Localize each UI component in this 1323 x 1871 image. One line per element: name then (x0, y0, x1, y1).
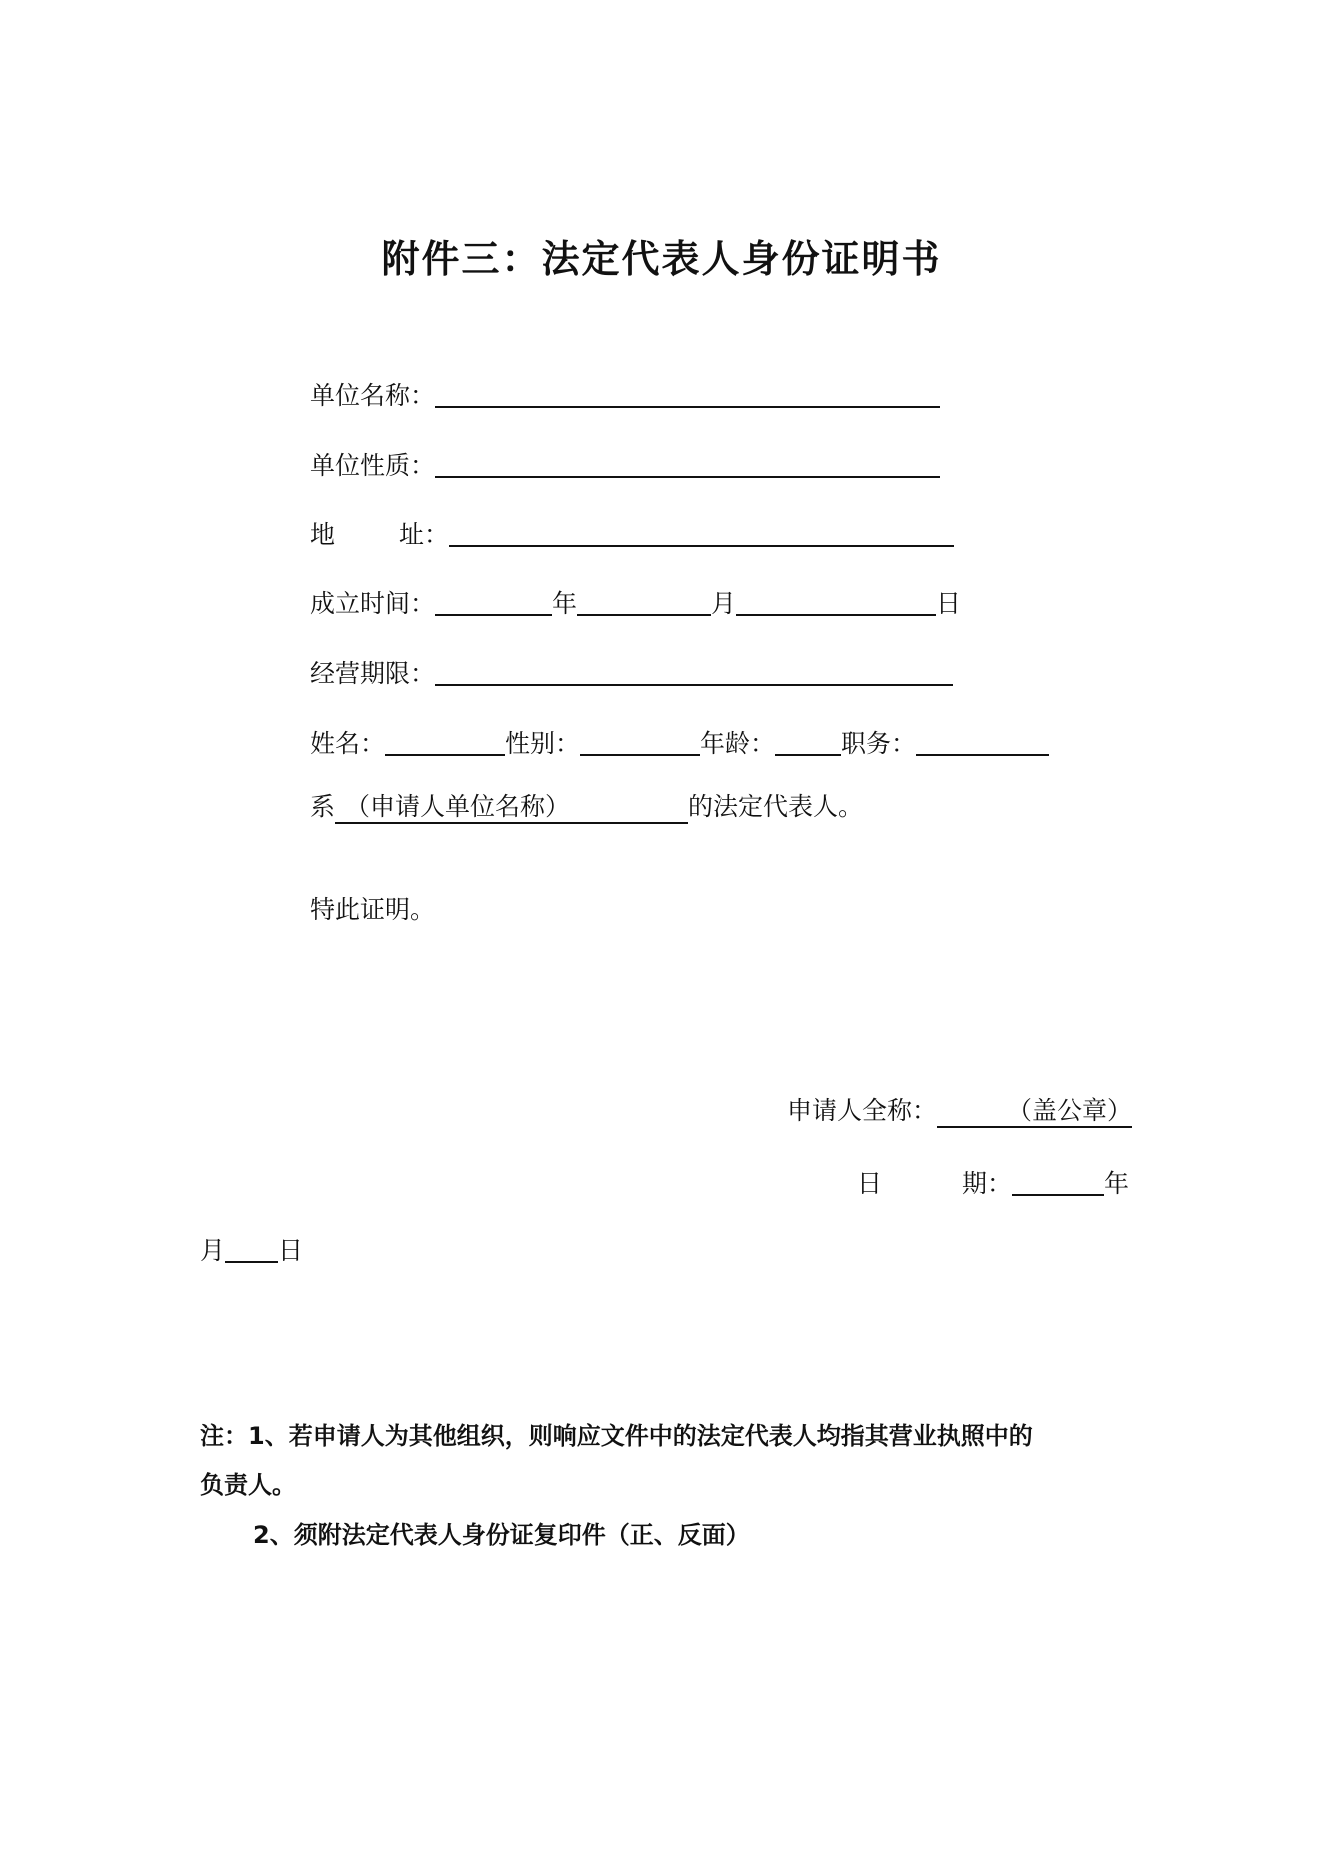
established-year-field[interactable] (435, 584, 552, 616)
signature-day-label: 日 (278, 1236, 304, 1265)
term-field[interactable] (435, 654, 953, 686)
established-month-field[interactable] (577, 584, 711, 616)
name-field[interactable] (385, 724, 505, 756)
note-line-2: 负责人。 (200, 1471, 296, 1499)
person-row (310, 720, 1049, 756)
age-field[interactable] (775, 724, 841, 756)
applicant-label: 申请人全称： (787, 1096, 938, 1125)
certify-text: 特此证明。 (310, 895, 436, 924)
unit-nature-label: 单位性质： (310, 451, 436, 480)
unit-name-row (310, 372, 940, 408)
signature-month-field[interactable] (225, 1231, 278, 1263)
established-month-label: 月 (711, 589, 737, 618)
gender-label: 性别： (505, 729, 581, 758)
date-label-part2: 期： (962, 1169, 1013, 1198)
address-field[interactable] (449, 515, 954, 547)
document-title: 附件三：法定代表人身份证明书 (381, 237, 942, 281)
note-line-3: 2、须附法定代表人身份证复印件（正、反面） (253, 1521, 750, 1549)
established-year-label: 年 (552, 589, 578, 618)
applicant-row (787, 1093, 1132, 1129)
address-label-part2: 址： (399, 520, 450, 549)
signature-date-row (857, 1160, 1129, 1196)
certify-row (310, 892, 435, 928)
unit-nature-row (310, 442, 940, 478)
term-label: 经营期限： (310, 659, 436, 688)
unit-name-label: 单位名称： (310, 381, 436, 410)
address-label-part1: 地 (310, 520, 336, 549)
date-label-part1: 日 (857, 1169, 883, 1198)
established-day-field[interactable] (736, 584, 936, 616)
position-label: 职务： (841, 729, 917, 758)
note-line-1: 注：1、若申请人为其他组织，则响应文件中的法定代表人均指其营业执照中的 (200, 1422, 1033, 1450)
signature-month-label: 月 (200, 1236, 226, 1265)
seal-fill-text: （盖公章） (1007, 1096, 1133, 1125)
relation-fill-text: （申请人单位名称） (345, 792, 571, 821)
gender-field[interactable] (580, 724, 700, 756)
established-day-label: 日 (936, 589, 962, 618)
relation-suffix: 的法定代表人。 (688, 792, 864, 821)
signature-year-label: 年 (1104, 1169, 1130, 1198)
relation-row (310, 789, 863, 825)
unit-name-field[interactable] (435, 376, 940, 408)
established-label: 成立时间： (310, 589, 436, 618)
position-field[interactable] (916, 724, 1049, 756)
signature-date-row-cont (200, 1227, 303, 1263)
address-row (310, 511, 954, 547)
applicant-field[interactable] (937, 1096, 1132, 1128)
relation-prefix: 系 (310, 792, 336, 821)
name-label: 姓名： (310, 729, 386, 758)
relation-field[interactable] (335, 792, 688, 824)
unit-nature-field[interactable] (435, 446, 940, 478)
established-row (310, 580, 961, 616)
age-label: 年龄： (700, 729, 776, 758)
term-row (310, 650, 953, 686)
signature-year-field[interactable] (1012, 1164, 1104, 1196)
